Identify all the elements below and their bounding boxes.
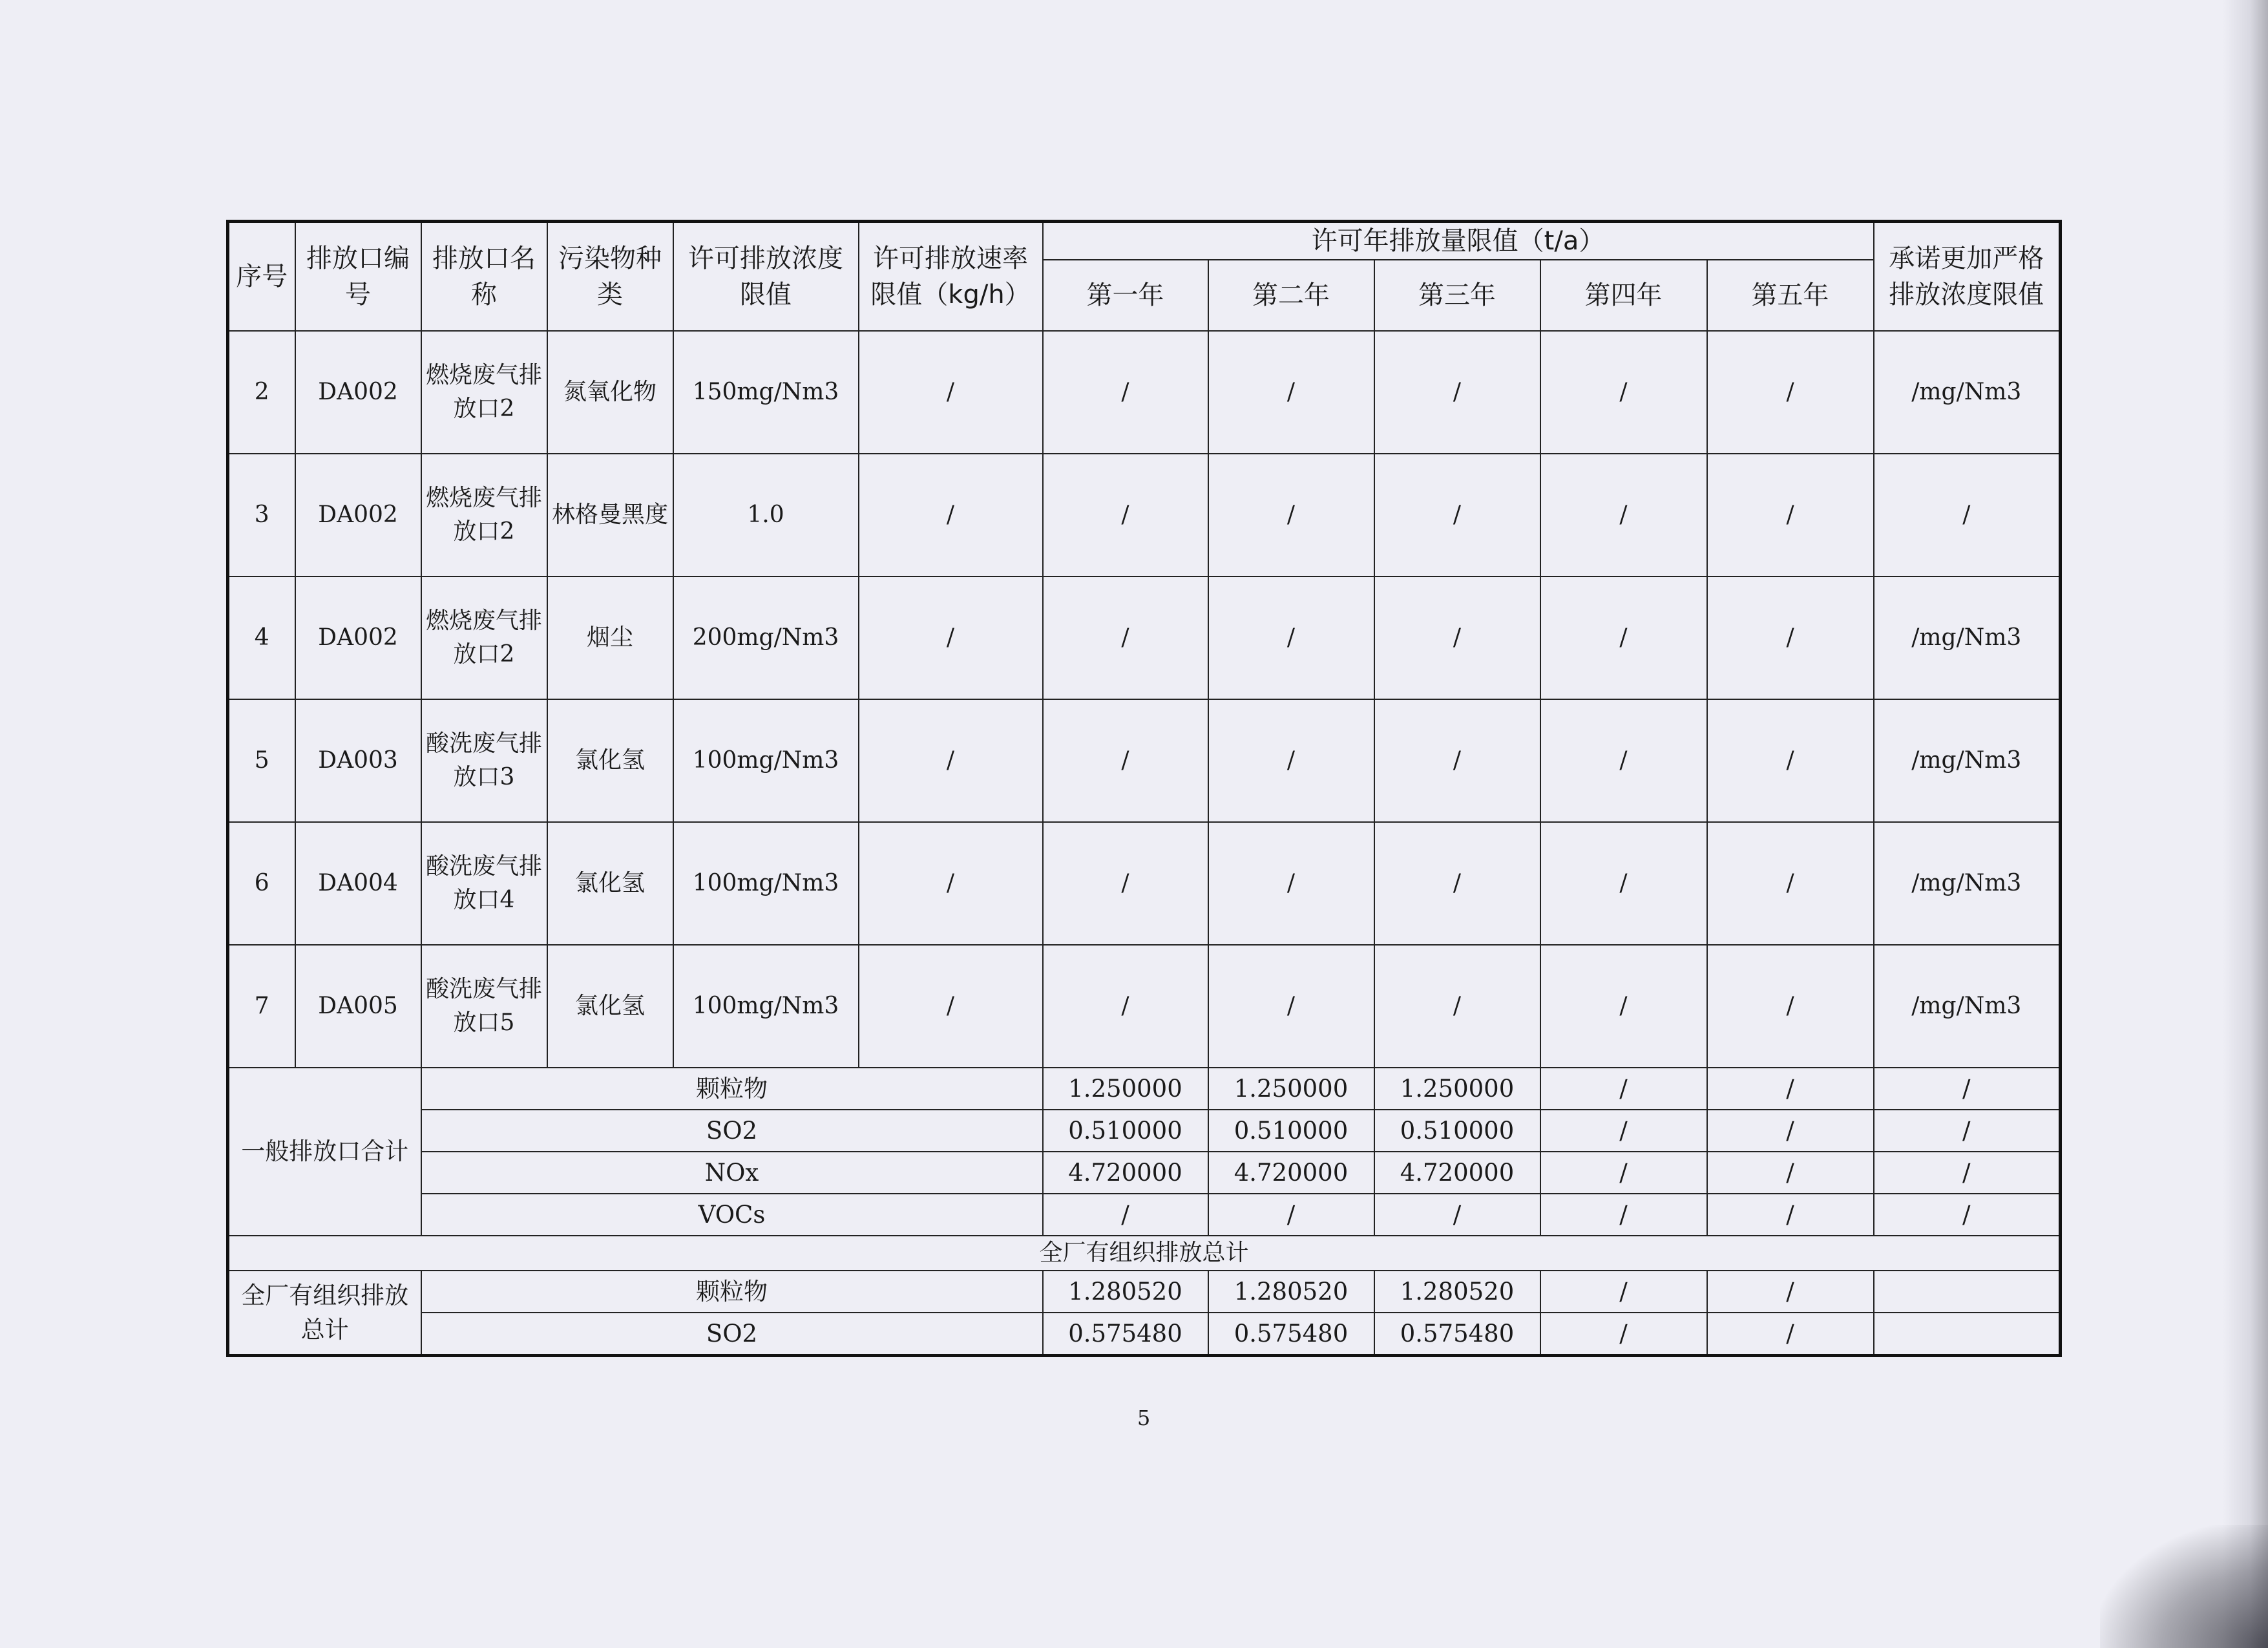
cell-y2: / [1208,699,1374,822]
cell-strict: /mg/Nm3 [1874,576,2061,699]
page-number: 5 [1137,1406,1151,1430]
cell-pollutant: SO2 [421,1313,1043,1356]
header-seq: 序号 [228,222,295,332]
cell-y1: 0.510000 [1043,1110,1208,1152]
cell-y5: / [1707,945,1874,1068]
cell-y2: 0.575480 [1208,1313,1374,1356]
cell-pollutant: 氯化氢 [547,699,673,822]
cell-y2: 4.720000 [1208,1152,1374,1194]
cell-strict [1874,1313,2061,1356]
cell-y1: / [1043,822,1208,945]
cell-strict [1874,1271,2061,1313]
cell-conc: 100mg/Nm3 [673,699,859,822]
cell-y5: / [1707,454,1874,576]
header-annual-limit: 许可年排放量限值（t/a） [1043,222,1874,260]
cell-y1: 4.720000 [1043,1152,1208,1194]
cell-name: 酸洗废气排放口4 [421,822,547,945]
cell-strict: /mg/Nm3 [1874,331,2061,454]
emission-permit-table [226,220,2062,1357]
cell-code: DA004 [295,822,421,945]
cell-pollutant: 氮氧化物 [547,331,673,454]
scan-corner-shadow [2100,1525,2268,1648]
cell-strict: /mg/Nm3 [1874,699,2061,822]
cell-y4: / [1540,1194,1707,1236]
cell-name: 酸洗废气排放口3 [421,699,547,822]
header-conc-limit: 许可排放浓度限值 [673,222,859,332]
cell-y4: / [1540,1152,1707,1194]
general-total-row [228,1152,2061,1194]
cell-seq: 5 [228,699,295,822]
cell-y1: / [1043,945,1208,1068]
cell-pollutant: NOx [421,1152,1043,1194]
cell-pollutant: 颗粒物 [421,1271,1043,1313]
header-year-5: 第五年 [1707,260,1874,331]
plant-total-row [228,1313,2061,1356]
cell-name: 燃烧废气排放口2 [421,454,547,576]
cell-seq: 2 [228,331,295,454]
cell-y5: / [1707,1068,1874,1110]
header-outlet-code: 排放口编号 [295,222,421,332]
cell-y3: / [1374,454,1540,576]
cell-y1: 0.575480 [1043,1313,1208,1356]
cell-y5: / [1707,699,1874,822]
cell-y2: / [1208,1194,1374,1236]
cell-y1: / [1043,331,1208,454]
cell-conc: 100mg/Nm3 [673,822,859,945]
cell-seq: 3 [228,454,295,576]
cell-y5: / [1707,822,1874,945]
cell-y2: / [1208,454,1374,576]
cell-seq: 4 [228,576,295,699]
cell-y4: / [1540,822,1707,945]
cell-rate: / [859,822,1043,945]
cell-pollutant: 氯化氢 [547,822,673,945]
cell-y2: / [1208,945,1374,1068]
cell-pollutant: 颗粒物 [421,1068,1043,1110]
cell-name: 酸洗废气排放口5 [421,945,547,1068]
cell-y1: 1.250000 [1043,1068,1208,1110]
cell-y4: / [1540,331,1707,454]
cell-y3: 1.250000 [1374,1068,1540,1110]
cell-y3: 4.720000 [1374,1152,1540,1194]
cell-code: DA002 [295,331,421,454]
cell-strict: /mg/Nm3 [1874,945,2061,1068]
table-row [228,822,2061,945]
cell-pollutant: VOCs [421,1194,1043,1236]
cell-y4: / [1540,1068,1707,1110]
cell-y2: 1.250000 [1208,1068,1374,1110]
cell-conc: 1.0 [673,454,859,576]
cell-strict: / [1874,1152,2061,1194]
plant-total-band-row [228,1236,2061,1271]
cell-y5: / [1707,1152,1874,1194]
cell-y3: / [1374,699,1540,822]
cell-y1: / [1043,699,1208,822]
cell-strict: / [1874,1068,2061,1110]
cell-code: DA002 [295,454,421,576]
general-total-label: 一般排放口合计 [228,1068,421,1236]
cell-y3: 0.510000 [1374,1110,1540,1152]
cell-y1: / [1043,454,1208,576]
table-row [228,699,2061,822]
cell-conc: 150mg/Nm3 [673,331,859,454]
cell-y3: / [1374,822,1540,945]
cell-strict: / [1874,454,2061,576]
cell-y4: / [1540,576,1707,699]
cell-conc: 200mg/Nm3 [673,576,859,699]
cell-y5: / [1707,576,1874,699]
cell-rate: / [859,945,1043,1068]
cell-seq: 6 [228,822,295,945]
cell-y2: / [1208,822,1374,945]
cell-y1: / [1043,576,1208,699]
header-year-4: 第四年 [1540,260,1707,331]
cell-rate: / [859,454,1043,576]
cell-rate: / [859,699,1043,822]
cell-pollutant: 氯化氢 [547,945,673,1068]
general-total-row [228,1194,2061,1236]
cell-y2: / [1208,331,1374,454]
cell-strict: / [1874,1194,2061,1236]
cell-code: DA005 [295,945,421,1068]
header-strict-limit: 承诺更加严格排放浓度限值 [1874,222,2061,332]
table-row [228,331,2061,454]
cell-name: 燃烧废气排放口2 [421,331,547,454]
cell-y1: 1.280520 [1043,1271,1208,1313]
header-rate-limit: 许可排放速率限值（kg/h） [859,222,1043,332]
cell-code: DA002 [295,576,421,699]
header-year-1: 第一年 [1043,260,1208,331]
cell-y3: / [1374,1194,1540,1236]
cell-y3: / [1374,576,1540,699]
cell-y5: / [1707,1313,1874,1356]
cell-y5: / [1707,1271,1874,1313]
cell-y4: / [1540,1110,1707,1152]
cell-y4: / [1540,945,1707,1068]
general-total-row [228,1110,2061,1152]
header-outlet-name: 排放口名称 [421,222,547,332]
cell-y4: / [1540,1313,1707,1356]
cell-y4: / [1540,699,1707,822]
plant-total-band: 全厂有组织排放总计 [228,1236,2061,1271]
plant-total-row [228,1271,2061,1313]
cell-y2: 0.510000 [1208,1110,1374,1152]
cell-y3: 0.575480 [1374,1313,1540,1356]
cell-name: 燃烧废气排放口2 [421,576,547,699]
cell-y2: 1.280520 [1208,1271,1374,1313]
cell-y3: / [1374,945,1540,1068]
plant-total-label: 全厂有组织排放总计 [228,1271,421,1356]
cell-pollutant: 烟尘 [547,576,673,699]
cell-y4: / [1540,1271,1707,1313]
cell-y2: / [1208,576,1374,699]
cell-y4: / [1540,454,1707,576]
cell-strict: / [1874,1110,2061,1152]
header-year-2: 第二年 [1208,260,1374,331]
cell-y3: 1.280520 [1374,1271,1540,1313]
cell-y5: / [1707,1194,1874,1236]
cell-y5: / [1707,1110,1874,1152]
header-pollutant: 污染物种类 [547,222,673,332]
scan-page-edge-shadow [2223,0,2268,1648]
cell-y1: / [1043,1194,1208,1236]
general-total-row [228,1068,2061,1110]
table-row [228,945,2061,1068]
table-row [228,454,2061,576]
header-row-1 [228,222,2061,260]
cell-rate: / [859,576,1043,699]
cell-code: DA003 [295,699,421,822]
cell-conc: 100mg/Nm3 [673,945,859,1068]
cell-y3: / [1374,331,1540,454]
cell-strict: /mg/Nm3 [1874,822,2061,945]
cell-y5: / [1707,331,1874,454]
table-row [228,576,2061,699]
cell-rate: / [859,331,1043,454]
cell-seq: 7 [228,945,295,1068]
header-year-3: 第三年 [1374,260,1540,331]
cell-pollutant: SO2 [421,1110,1043,1152]
cell-pollutant: 林格曼黑度 [547,454,673,576]
